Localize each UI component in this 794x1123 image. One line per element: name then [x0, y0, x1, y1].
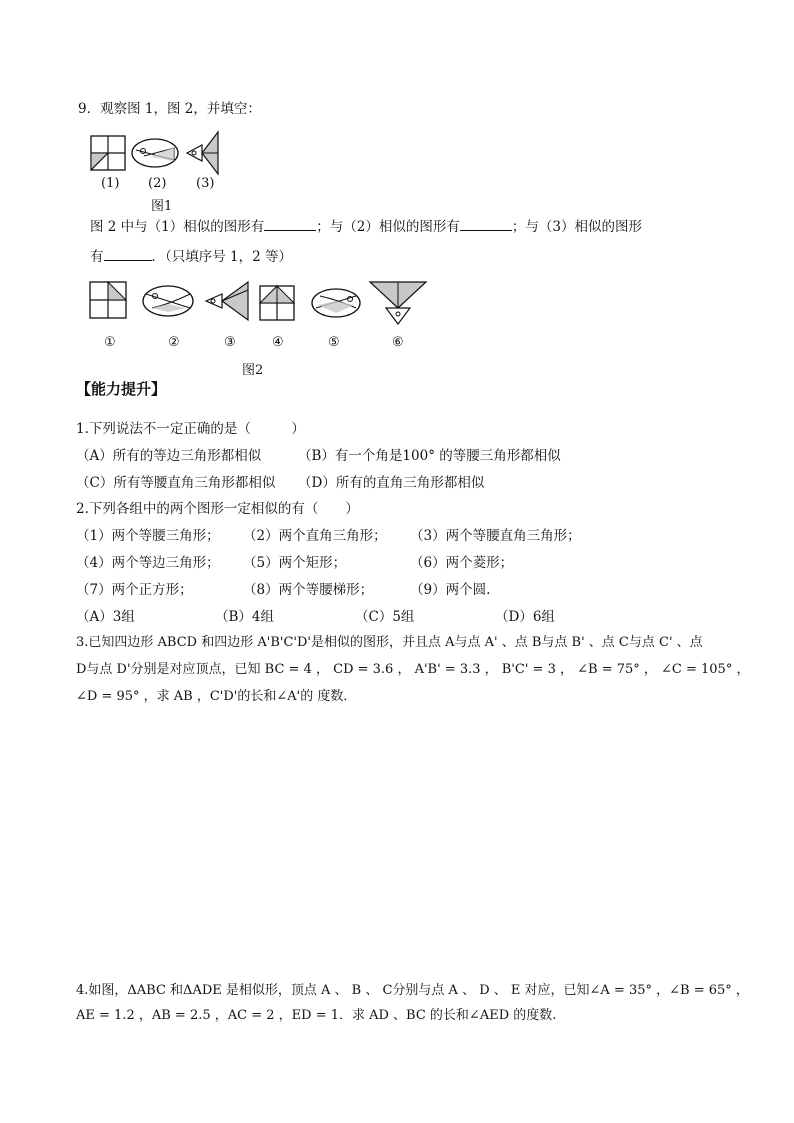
q9-fill-line-1 [90, 217, 642, 236]
q9-fill-d: 有 [90, 249, 104, 265]
figure-1 [90, 130, 230, 178]
fig2-caption: 图2 [242, 363, 264, 378]
q9-fill-line-2 [90, 247, 292, 266]
p1-option-c: （C）所有等腰直角三角形都相似 [76, 475, 276, 491]
answer-blank-3[interactable] [104, 247, 152, 261]
p3-line-1: 3.已知四边形 ABCD 和四边形 A'B'C'D'是相似的图形，并且点 A与点 A' 、点 B与点 B' 、点 C与点 C' 、点 [76, 635, 703, 650]
fig2-shape-2 [143, 286, 193, 316]
fig1-label-1: (1) [101, 176, 120, 191]
p2-stem: 2.下列各组中的两个图形一定相似的有（ ） [76, 501, 359, 517]
q9-fill-c: ；与（3）相似的图形 [511, 219, 642, 235]
p2-item: （4）两个等边三角形； [76, 555, 220, 571]
fig2-label-5: ⑤ [328, 335, 340, 350]
p1-option-a: （A）所有的等边三角形都相似 [76, 448, 262, 464]
p2-item: （2）两个直角三角形； [243, 528, 387, 544]
section-title: 【能力提升】 [76, 380, 167, 398]
p4-line-1: 4.如图，ΔABC 和ΔADE 是相似形，顶点 A 、 B 、 C分别与点 A 、 D 、 E 对应，已知∠A = 35° ，∠B = 65° ， [76, 983, 749, 998]
fig2-shape-3 [206, 282, 248, 320]
p2-item: （7）两个正方形； [76, 582, 193, 598]
fig2-label-3: ③ [224, 335, 236, 350]
p2-item: （8）两个等腰梯形； [243, 582, 374, 598]
q9-stem: 9．观察图 1，图 2，并填空： [78, 101, 261, 117]
fig1-caption: 图1 [151, 199, 173, 214]
p2-item: （3）两个等腰直角三角形； [410, 528, 581, 544]
q9-fill-e: ．（只填序号 1，2 等） [151, 249, 293, 265]
p4-line-2: AE = 1.2 ，AB = 2.5 ，AC = 2 ，ED = 1．求 AD 、BC 的长和∠AED 的度数. [76, 1008, 557, 1023]
fig2-label-4: ④ [272, 335, 284, 350]
figure-2 [88, 280, 428, 328]
fig2-shape-4 [260, 286, 294, 320]
fig1-label-3: (3) [196, 176, 215, 191]
q9-fill-a: 图 2 中与（1）相似的图形有 [90, 219, 265, 235]
p3-line-3: ∠D = 95° ，求 AB ，C'D'的长和∠A'的 度数． [76, 689, 357, 704]
p1-stem: 1.下列说法不一定正确的是（ ） [76, 421, 305, 437]
p2-item: （1）两个等腰三角形； [76, 528, 220, 544]
p2-item: （6）两个菱形； [410, 555, 514, 571]
p2-option-c: （C）5组 [355, 609, 415, 625]
fig2-label-6: ⑥ [392, 335, 404, 350]
fig2-shape-6 [370, 282, 426, 324]
p2-option-b: （B）4组 [215, 609, 275, 625]
fig2-shape-1 [90, 282, 126, 318]
fig1-label-2: (2) [148, 176, 167, 191]
fig1-shape-1 [91, 136, 125, 170]
fig1-shape-2 [132, 139, 178, 167]
p2-option-a: （A）3组 [76, 609, 135, 625]
fig2-label-1: ① [104, 335, 116, 350]
p2-item: （5）两个矩形； [243, 555, 347, 571]
fig2-shape-5 [312, 289, 360, 317]
p1-option-d: （D）所有的直角三角形都相似 [298, 475, 485, 491]
p2-item: （9）两个圆. [410, 582, 491, 598]
q9-fill-b: ；与（2）相似的图形有 [316, 219, 460, 235]
fig1-shape-3 [187, 132, 218, 174]
p1-option-b: （B）有一个角是100° 的等腰三角形都相似 [298, 448, 561, 464]
p2-option-d: （D）6组 [495, 609, 555, 625]
p3-line-2: D与点 D'分别是对应顶点，已知 BC = 4 ， CD = 3.6 ， A'B' = 3.3 ， B'C' = 3 ， ∠B = 75° ， ∠C = 105° ， [76, 662, 750, 677]
fig2-label-2: ② [168, 335, 180, 350]
answer-blank-2[interactable] [460, 217, 512, 231]
answer-blank-1[interactable] [264, 217, 316, 231]
